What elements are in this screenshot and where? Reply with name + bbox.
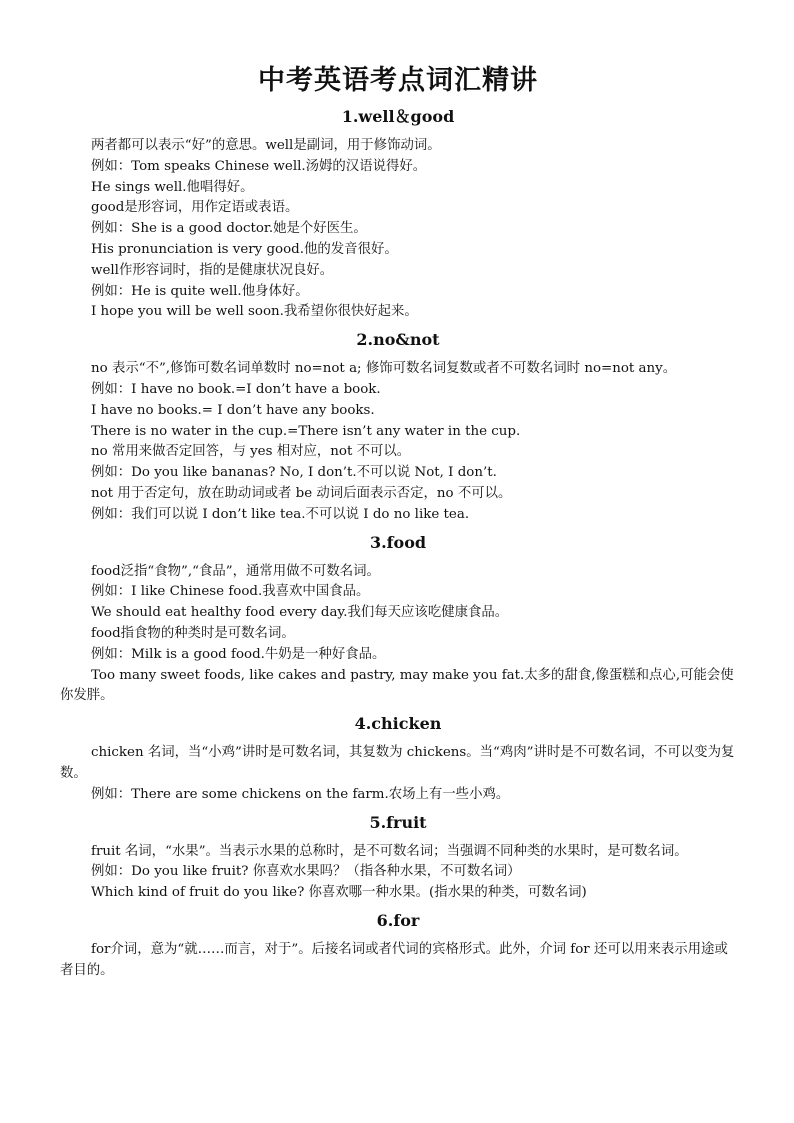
section-heading: 2.no&not	[356, 330, 440, 350]
paragraph-line: well作形容词时，指的是健康状况良好。	[91, 262, 334, 278]
paragraph-line: Too many sweet foods, like cakes and pastry, may make you fat.太多的甜食,像蛋糕和点心,可能会使你发胖。	[60, 667, 734, 704]
paragraph-line: Which kind of fruit do you like? 你喜欢哪一种水果。(指水果的种类，可数名词)	[91, 885, 587, 901]
paragraph-line: He sings well.他唱得好。	[91, 179, 254, 195]
section-heading: 3.food	[369, 532, 427, 552]
section-2	[60, 329, 736, 525]
paragraph-line: 例如：I like Chinese food.我喜欢中国食品。	[91, 584, 370, 600]
section-3	[60, 532, 736, 708]
paragraph-line: food指食物的种类时是可数名词。	[91, 625, 295, 641]
section-heading: 4.chicken	[354, 714, 442, 734]
paragraph-line: not 用于否定句，放在助动词或者 be 动词后面表示否定，no 不可以。	[91, 485, 512, 501]
paragraph-line: 例如：She is a good doctor.她是个好医生。	[91, 221, 367, 237]
paragraph-line: 例如：Tom speaks Chinese well.汤姆的汉语说得好。	[91, 158, 427, 174]
paragraph-line: no 常用来做否定回答，与 yes 相对应，not 不可以。	[91, 444, 411, 460]
paragraph-line: no 表示“不”,修饰可数名词单数时 no=not a; 修饰可数名词复数或者不可数名词时 no=not any。	[91, 361, 677, 377]
paragraph-line: 例如：I have no book.=I don’t have a book.	[91, 381, 381, 397]
paragraph-line: 例如：There are some chickens on the farm.农场上有一些小鸡。	[91, 786, 510, 802]
paragraph-line: 例如：Do you like bananas? No, I don’t.不可以说 Not, I don’t.	[91, 465, 497, 481]
paragraph-line: His pronunciation is very good.他的发音很好。	[91, 241, 398, 257]
section-1	[60, 106, 736, 323]
section-heading: 1.well＆good	[341, 107, 455, 126]
paragraph-line: 例如：Do you like fruit? 你喜欢水果吗？（指各种水果，不可数名词）	[91, 864, 521, 880]
paragraph-line: I have no books.= I don’t have any books.	[91, 402, 375, 418]
paragraph-line: 例如：Milk is a good food.牛奶是一种好食品。	[91, 646, 386, 662]
paragraph-line: for介词，意为“就……而言，对于”。后接名词或者代词的宾格形式。此外，介词 for 还可以用来表示用途或者目的。	[60, 941, 728, 978]
paragraph-line: food泛指“食物”,“食品”，通常用做不可数名词。	[91, 563, 380, 579]
document-title: 中考英语考点词汇精讲	[258, 65, 538, 96]
paragraph-line: chicken 名词，当“小鸡”讲时是可数名词，其复数为 chickens。当“鸡肉”讲时是不可数名词，不可以变为复数。	[60, 745, 735, 781]
paragraph-line: 两者都可以表示“好”的意思。well是副词，用于修饰动词。	[91, 138, 441, 153]
section-5	[60, 812, 736, 904]
paragraph-line: 例如：我们可以说 I don’t like tea.不可以说 I do no like tea.	[91, 506, 470, 522]
paragraph-line: There is no water in the cup.=There isn’t any water in the cup.	[91, 423, 521, 439]
paragraph-line: I hope you will be well soon.我希望你很快好起来。	[91, 304, 418, 320]
section-heading: 6.for	[376, 910, 420, 930]
section-6	[60, 910, 736, 982]
paragraph-line: good是形容词，用作定语或表语。	[91, 200, 299, 216]
paragraph-line: fruit 名词，“水果”。当表示水果的总称时，是不可数名词；当强调不同种类的水果时，是可数名词。	[91, 843, 688, 859]
section-heading: 5.fruit	[369, 812, 427, 832]
section-4	[60, 713, 736, 805]
paragraph-line: 例如：He is quite well.他身体好。	[91, 283, 309, 299]
sections-container	[60, 106, 736, 982]
paragraph-line: We should eat healthy food every day.我们每天应该吃健康食品。	[91, 605, 509, 621]
